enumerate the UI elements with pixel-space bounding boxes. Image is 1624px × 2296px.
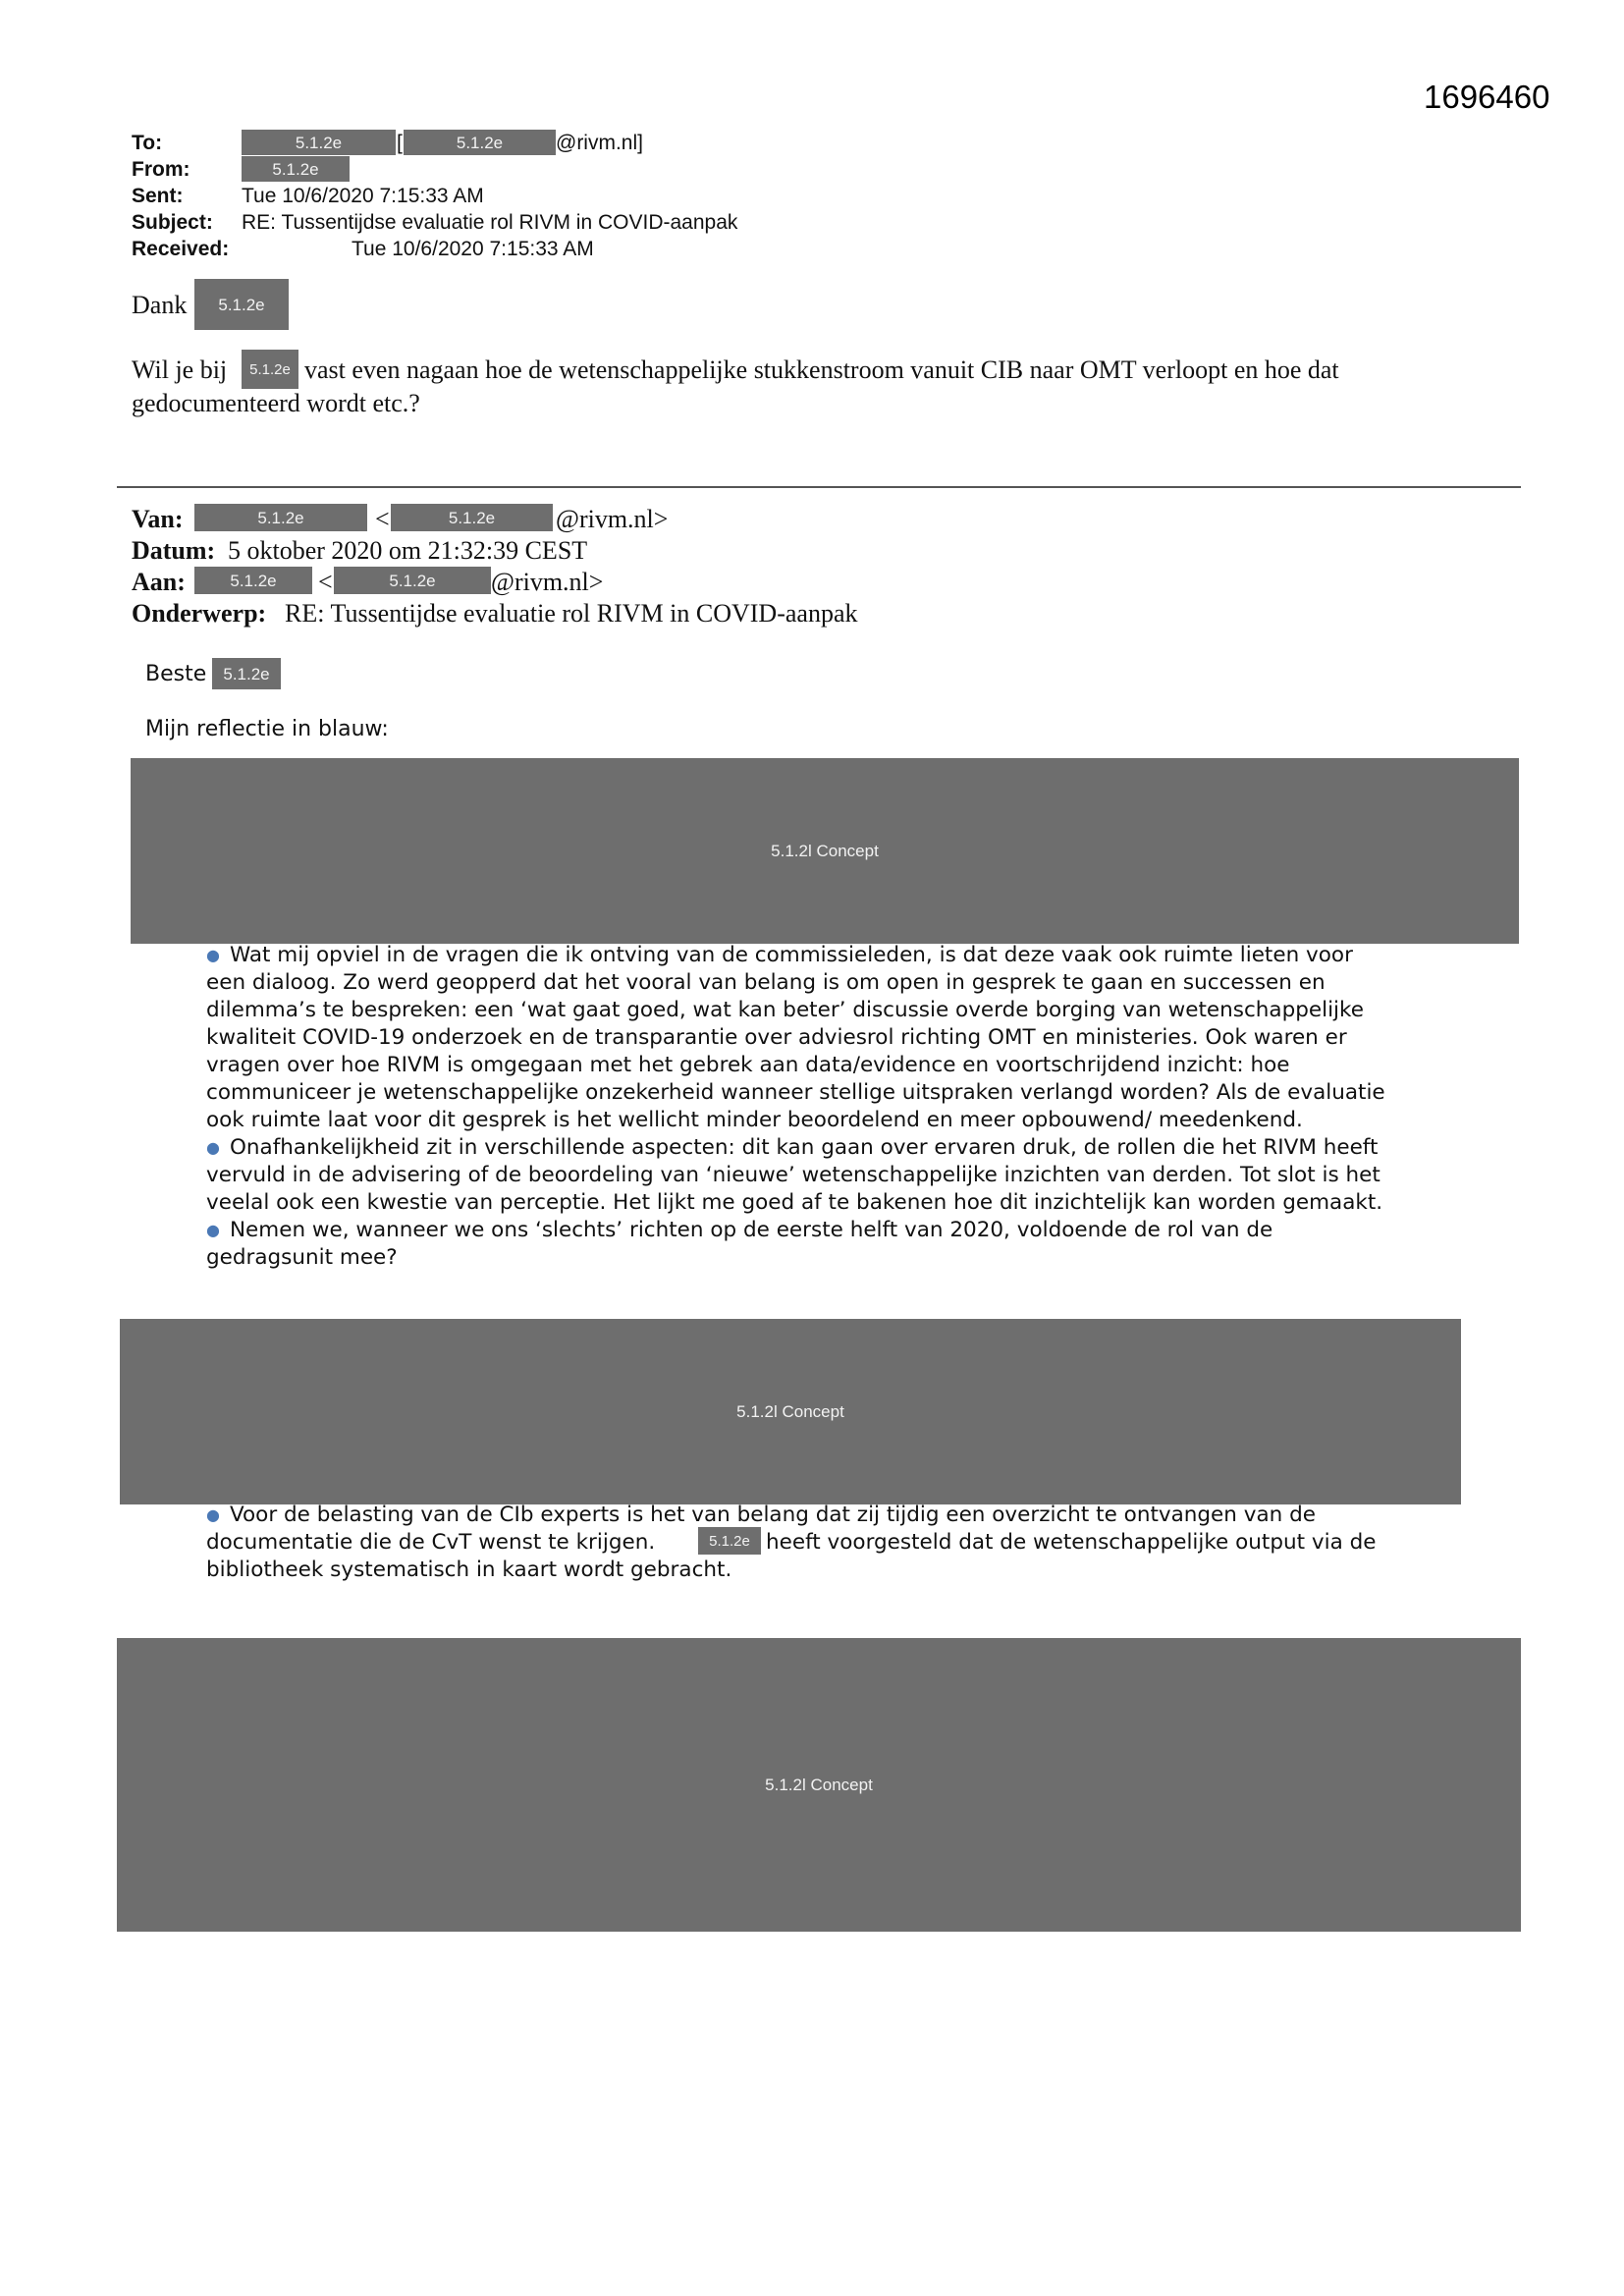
redaction-reply-person: 5.1.2e [242,350,298,389]
bullet-1-line-6: communiceer je wetenschappelijke onzekerheid wanneer stellige uitspraken verlangd worden? Als de evaluatie [206,1080,1385,1105]
reply-line1-end: vast even nagaan hoe de wetenschappelijke stukkenstroom vanuit CIB naar OMT verloopt en hoe dat [304,355,1339,384]
reply-line1-start: Wil je bij [132,355,228,384]
bullet-1-line-1: ● Wat mij opviel in de vragen die ik ontving van de commissieleden, is dat deze vaak ook ruimte lieten voor [206,943,1353,967]
bullet-1-line-4: kwaliteit COVID-19 onderzoek en de transparantie over adviesrol richting OMT en ministeries. Ook waren er [206,1025,1347,1050]
bullet-4-line-2-end: heeft voorgesteld dat de wetenschappelijke output via de [766,1530,1377,1555]
van-lt: < [375,505,390,533]
bullet-3-line-2: gedragsunit mee? [206,1245,398,1270]
onderwerp-label: Onderwerp: [132,599,267,628]
aan-label: Aan: [132,568,186,596]
aan-lt: < [318,568,333,596]
redaction-to-name: 5.1.2e [242,130,396,155]
sent-label: Sent: [132,185,184,207]
bullet-dot-icon: ● [206,1221,220,1239]
sent-value: Tue 10/6/2020 7:15:33 AM [242,185,484,207]
body-greeting: Beste [145,662,207,686]
redaction-bullet-4-person: 5.1.2e [698,1527,761,1555]
bullet-4-line-3: bibliotheek systematisch in kaart wordt gebracht. [206,1558,732,1582]
bullet-dot-icon: ● [206,1138,220,1157]
bullet-4-line-1: ● Voor de belasting van de CIb experts is het van belang dat zij tijdig een overzicht te ontvangen van de [206,1503,1316,1527]
bullet-2-line-3: veelal ook een kwestie van perceptie. Het lijkt me goed af te bakenen hoe dit inzichtelijk kan worden gemaakt. [206,1190,1383,1215]
redaction-van-email: 5.1.2e [391,504,553,531]
redaction-concept-1: 5.1.2l Concept [131,758,1519,944]
body-intro: Mijn reflectie in blauw: [145,717,389,741]
document-id: 1696460 [1424,79,1550,115]
van-email-domain: @rivm.nl> [556,505,669,533]
onderwerp-value: RE: Tussentijdse evaluatie rol RIVM in COVID-aanpak [285,599,858,628]
subject-label: Subject: [132,211,213,234]
received-value: Tue 10/6/2020 7:15:33 AM [352,238,594,260]
redaction-from-name: 5.1.2e [242,156,350,182]
redaction-to-email: 5.1.2e [404,130,556,155]
subject-value: RE: Tussentijdse evaluatie rol RIVM in COVID-aanpak [242,211,738,234]
to-label: To: [132,132,163,154]
datum-label: Datum: [132,536,216,565]
redaction-concept-2: 5.1.2l Concept [120,1319,1461,1504]
bullet-dot-icon: ● [206,1505,220,1524]
bullet-3-line-1: ● Nemen we, wanneer we ons ‘slechts’ richten op de eerste helft van 2020, voldoende de rol van de [206,1218,1273,1242]
bullet-1-line-5: vragen over hoe RIVM is omgegaan met het gebrek aan data/evidence en voortschrijdend inzicht: hoe [206,1053,1290,1077]
bullet-dot-icon: ● [206,946,220,964]
redaction-body-name: 5.1.2e [212,658,281,689]
bullet-1-line-7: ook ruimte laat voor dit gesprek is het wellicht minder beoordelend en meer opbouwend/ meedenkend. [206,1108,1303,1132]
redaction-aan-email: 5.1.2e [334,567,491,594]
datum-value: 5 oktober 2020 om 21:32:39 CEST [228,536,588,565]
van-label: Van: [132,505,184,533]
to-bracket: [ [397,132,403,154]
bullet-4-line-2-start: documentatie die de CvT wenst te krijgen. [206,1530,656,1555]
bullet-1-line-2: een dialoog. Zo werd geopperd dat het vooral van belang is om open in gesprek te gaan en successen en [206,970,1326,995]
to-email-domain: @rivm.nl] [556,132,643,154]
received-label: Received: [132,238,230,260]
bullet-2-line-1: ● Onafhankelijkheid zit in verschillende aspecten: dit kan gaan over ervaren druk, de rollen die het RIVM heeft [206,1135,1379,1160]
bullet-1-line-3: dilemma’s te bespreken: een ‘wat gaat goed, wat kan beter’ discussie overde borging van wetenschappelijke [206,998,1364,1022]
from-label: From: [132,158,190,181]
redaction-aan-name: 5.1.2e [194,567,312,594]
aan-email-domain: @rivm.nl> [491,568,604,596]
redaction-reply-name: 5.1.2e [194,279,289,330]
redaction-van-name: 5.1.2e [194,504,367,531]
bullet-2-line-2: vervuld in de advisering of de beoordeling van ‘nieuwe’ wetenschappelijke inzichten van derden. Tot slot is het [206,1163,1380,1187]
separator-line [117,486,1521,488]
redaction-concept-3: 5.1.2l Concept [117,1638,1521,1932]
reply-greeting: Dank [132,291,188,319]
reply-line2: gedocumenteerd wordt etc.? [132,389,420,417]
